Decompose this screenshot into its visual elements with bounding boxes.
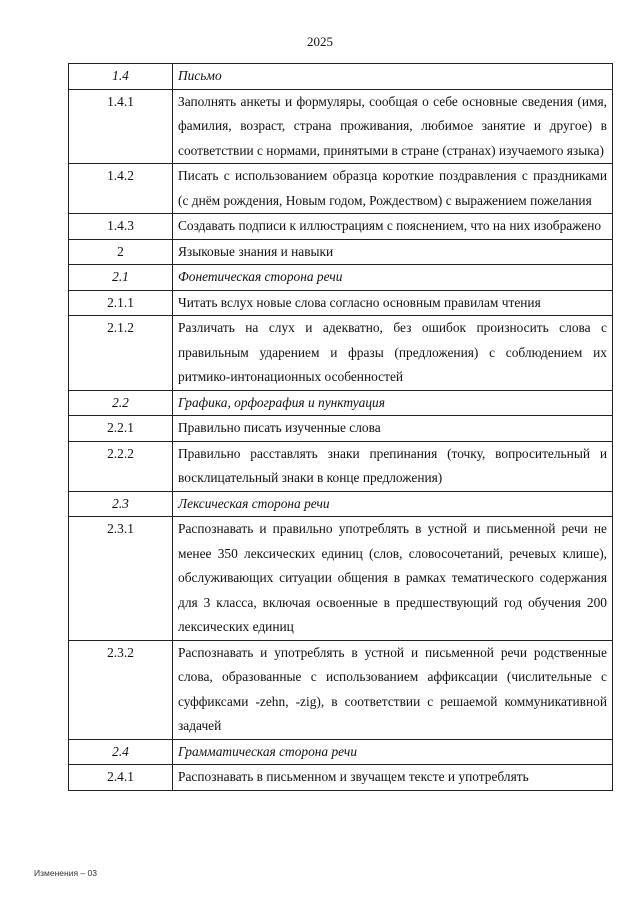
table-row	[69, 239, 613, 265]
row-code: 2.3	[69, 491, 173, 517]
table-row	[69, 416, 613, 442]
row-code: 2.2.2	[69, 441, 173, 491]
row-text: Письмо	[173, 64, 613, 90]
table-row	[69, 214, 613, 240]
row-code: 2.4.1	[69, 765, 173, 791]
table-row	[69, 164, 613, 214]
learning-outcomes-table	[68, 63, 613, 791]
row-text: Распознавать и правильно употреблять в устной и письменной речи не менее 350 лексических единиц (слов, словосочетаний, речевых клише), обслуживающих ситуации общения в рамках тематического содержания для 3 класса, включая освоенные в предшествующий год обучения 200 лексических единиц	[173, 517, 613, 641]
row-text: Распознавать в письменном и звучащем тексте и употреблять	[173, 765, 613, 791]
row-text: Различать на слух и адекватно, без ошибок произносить слова с правильным ударением и фразы (предложения) с соблюдением их ритмико-интонационных особенностей	[173, 316, 613, 391]
row-code: 1.4	[69, 64, 173, 90]
row-text: Правильно писать изученные слова	[173, 416, 613, 442]
row-text: Грамматическая сторона речи	[173, 739, 613, 765]
row-text: Правильно расставлять знаки препинания (точку, вопросительный и восклицательный знаки в конце предложения)	[173, 441, 613, 491]
row-text: Писать с использованием образца короткие поздравления с праздниками (с днём рождения, Новым годом, Рождеством) с выражением пожелания	[173, 164, 613, 214]
row-code: 2.1	[69, 265, 173, 291]
table-row	[69, 640, 613, 739]
row-text: Языковые знания и навыки	[173, 239, 613, 265]
table-row	[69, 765, 613, 791]
row-code: 2.1.1	[69, 290, 173, 316]
row-code: 2.2	[69, 390, 173, 416]
table-row	[69, 290, 613, 316]
footer-revision-note: Изменения – 03	[34, 868, 97, 878]
row-text: Заполнять анкеты и формуляры, сообщая о себе основные сведения (имя, фамилия, возраст, страна проживания, любимое занятие и другое) в соответствии с нормами, принятыми в стране (странах) изучаемого языка)	[173, 89, 613, 164]
row-code: 2.3.2	[69, 640, 173, 739]
row-text: Графика, орфография и пунктуация	[173, 390, 613, 416]
page-number: 2025	[307, 34, 333, 49]
row-code: 2.4	[69, 739, 173, 765]
row-code: 1.4.1	[69, 89, 173, 164]
table-row	[69, 441, 613, 491]
row-code: 2.1.2	[69, 316, 173, 391]
row-code: 2	[69, 239, 173, 265]
row-code: 2.3.1	[69, 517, 173, 641]
row-text: Читать вслух новые слова согласно основным правилам чтения	[173, 290, 613, 316]
section-heading-row	[69, 265, 613, 291]
section-heading-row	[69, 491, 613, 517]
section-heading-row	[69, 739, 613, 765]
row-text: Лексическая сторона речи	[173, 491, 613, 517]
row-code: 1.4.3	[69, 214, 173, 240]
row-text: Создавать подписи к иллюстрациям с пояснением, что на них изображено	[173, 214, 613, 240]
table-row	[69, 517, 613, 641]
row-text: Распознавать и употреблять в устной и письменной речи родственные слова, образованные с использованием аффиксации (числительные с суффиксами -zehn, -zig), в соответствии с решаемой коммуникативной задачей	[173, 640, 613, 739]
table-row	[69, 316, 613, 391]
row-code: 1.4.2	[69, 164, 173, 214]
row-text: Фонетическая сторона речи	[173, 265, 613, 291]
row-code: 2.2.1	[69, 416, 173, 442]
section-heading-row	[69, 390, 613, 416]
section-heading-row	[69, 64, 613, 90]
table-row	[69, 89, 613, 164]
